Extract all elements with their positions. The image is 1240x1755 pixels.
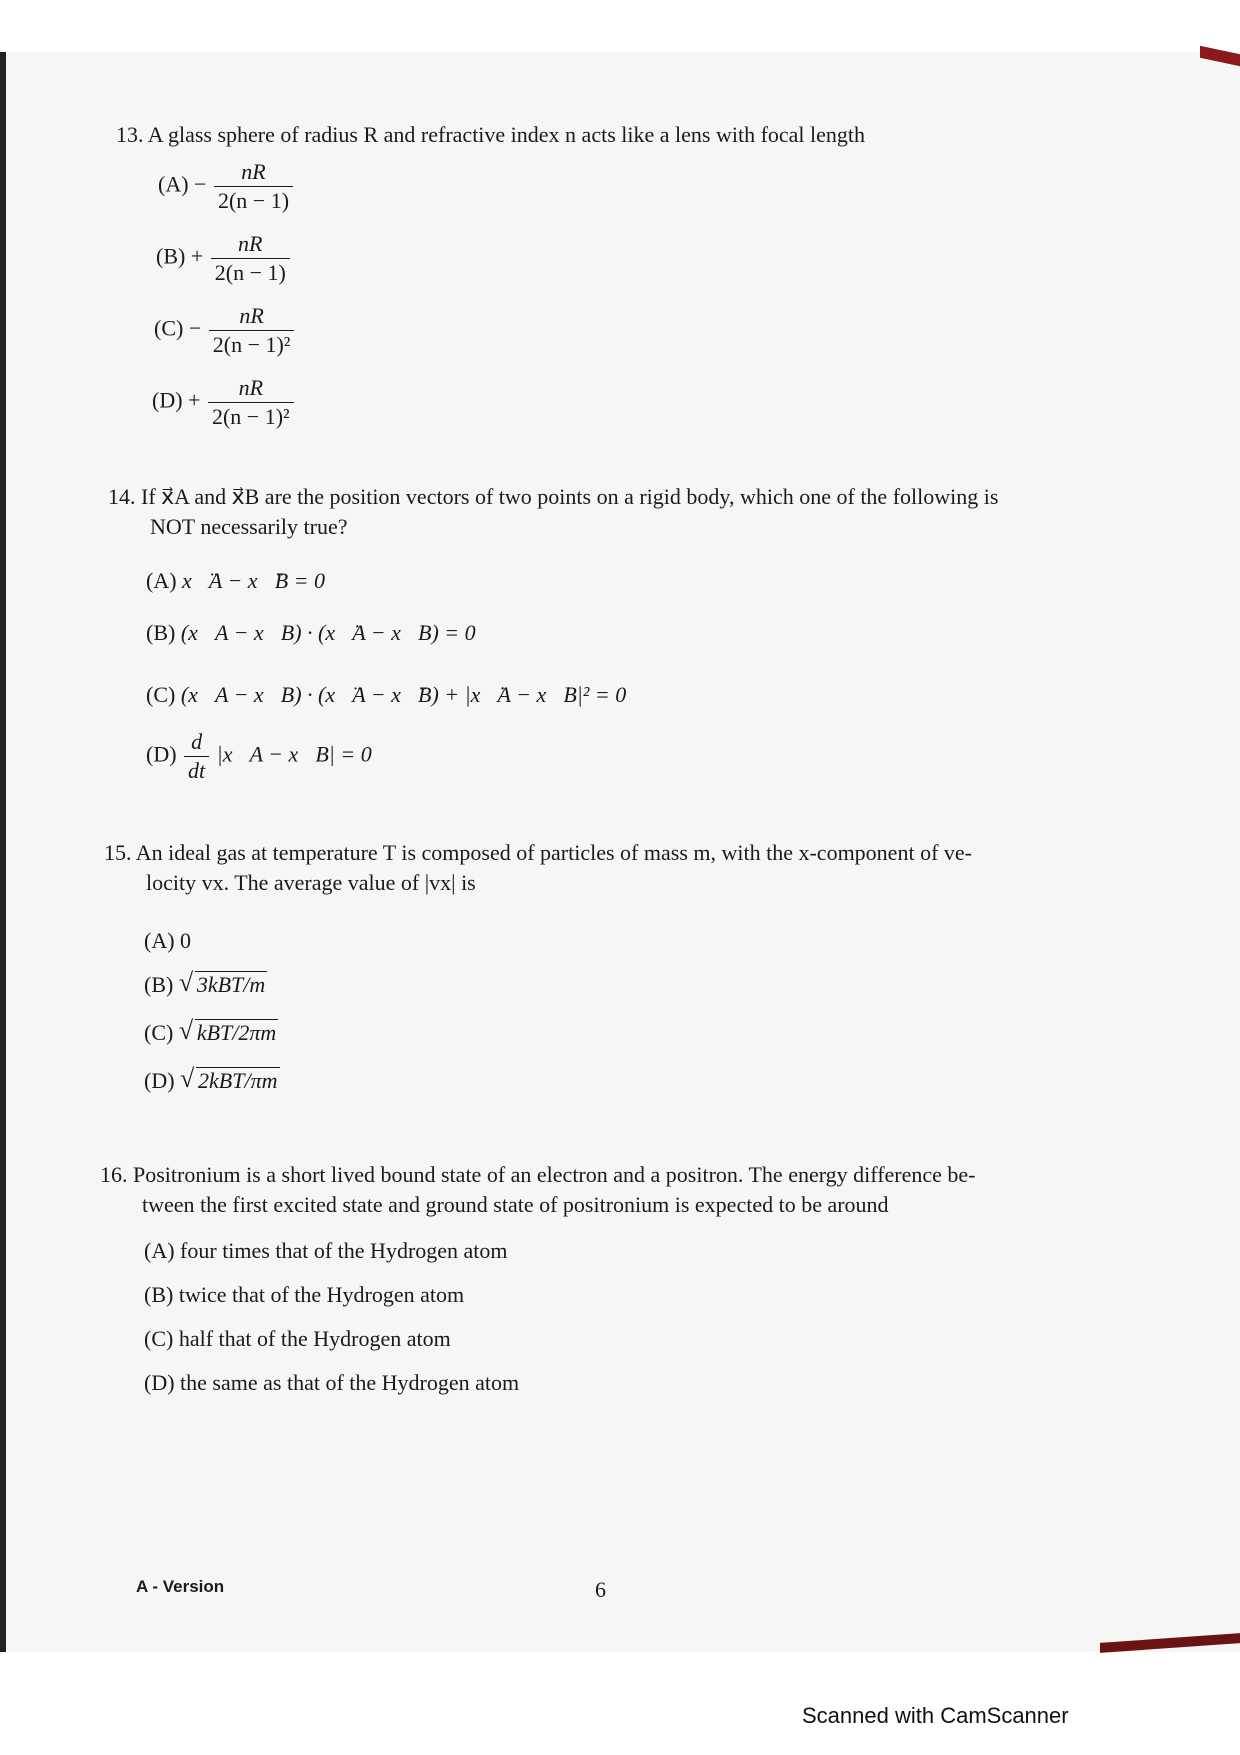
- option-16-a: (A) four times that of the Hydrogen atom: [144, 1238, 508, 1263]
- question-number: 14.: [108, 484, 136, 509]
- option-16-d: (D) the same as that of the Hydrogen atom: [144, 1370, 520, 1395]
- option-14-a: (A) x⃗̈A − x⃗̈B = 0: [146, 568, 325, 593]
- page-number: 6: [595, 1577, 606, 1602]
- question-number: 16.: [100, 1162, 128, 1187]
- square-root: √ kBT/2πm: [179, 1018, 278, 1048]
- version-label: A - Version: [136, 1577, 225, 1596]
- option-13-c: (C) − $\frac{nR}{\text{2(n − 1)²}}$: [154, 302, 296, 359]
- square-root: √ 2kBT/πm: [180, 1066, 279, 1096]
- question-text: An ideal gas at temperature T is composed of particles of mass m, with the x-component of ve-: [135, 840, 972, 865]
- question-text: NOT necessarily true?: [150, 514, 348, 539]
- option-15-a: (A) 0: [144, 928, 192, 953]
- question-text: Positronium is a short lived bound state of an electron and a positron. The energy difference be-: [133, 1162, 976, 1187]
- square-root: √ 3kBT/m: [179, 970, 267, 1000]
- option-15-c: (C) √ kBT/2πm: [144, 1018, 278, 1048]
- question-15-stem: [104, 838, 1144, 898]
- option-15-b: (B) √ 3kBT/m: [144, 970, 267, 1000]
- question-text: If x⃗A and x⃗B are the position vectors of two points on a rigid body, which one of the following is: [141, 484, 999, 509]
- option-14-d: (D) $\frac{d}{dt}$ |x⃗A − x⃗B| = 0: [146, 729, 372, 783]
- option-14-b: (B) (x⃗A − x⃗B) · (x⃗̇A − x⃗̇B) = 0: [146, 620, 476, 645]
- option-13-b: (B) + $\frac{nR}{2(n - 1)}$: [156, 230, 292, 287]
- question-number: 15.: [104, 840, 132, 865]
- fraction: $\frac{nR}{\text{2(n − 1)²}}$: [208, 374, 294, 431]
- scanner-watermark: Scanned with CamScanner: [802, 1703, 1069, 1728]
- question-text: tween the first excited state and ground state of positronium is expected to be around: [142, 1192, 889, 1217]
- option-14-c: (C) (x⃗A − x⃗B) · (x⃗̈A − x⃗̈B) + |x⃗̇A − x⃗̇B|² = 0: [146, 682, 627, 707]
- fraction: $\frac{nR}{2(n - 1)}$: [211, 230, 290, 287]
- option-13-d: (D) + $\frac{nR}{\text{2(n − 1)²}}$: [152, 374, 296, 431]
- page-edge-shadow: [0, 52, 6, 1652]
- question-14-stem: [108, 482, 1138, 542]
- question-13-stem: [116, 120, 1116, 150]
- derivative-fraction: $\frac{d}{dt}$: [184, 728, 209, 785]
- option-16-c: (C) half that of the Hydrogen atom: [144, 1326, 451, 1351]
- option-16-b: (B) twice that of the Hydrogen atom: [144, 1282, 465, 1307]
- option-13-a: (A) − $\frac{nR}{2(n - 1)}$: [158, 158, 295, 215]
- fraction: $\frac{nR}{\text{2(n − 1)²}}$: [209, 302, 295, 359]
- question-number: 13.: [116, 122, 144, 147]
- question-text: locity vx. The average value of |vx| is: [146, 870, 476, 895]
- question-text: A glass sphere of radius R and refractive index n acts like a lens with focal length: [147, 122, 866, 147]
- question-16-stem: [100, 1160, 1150, 1220]
- option-15-d: (D) √ 2kBT/πm: [144, 1066, 280, 1096]
- fraction: $\frac{nR}{2(n - 1)}$: [214, 158, 293, 215]
